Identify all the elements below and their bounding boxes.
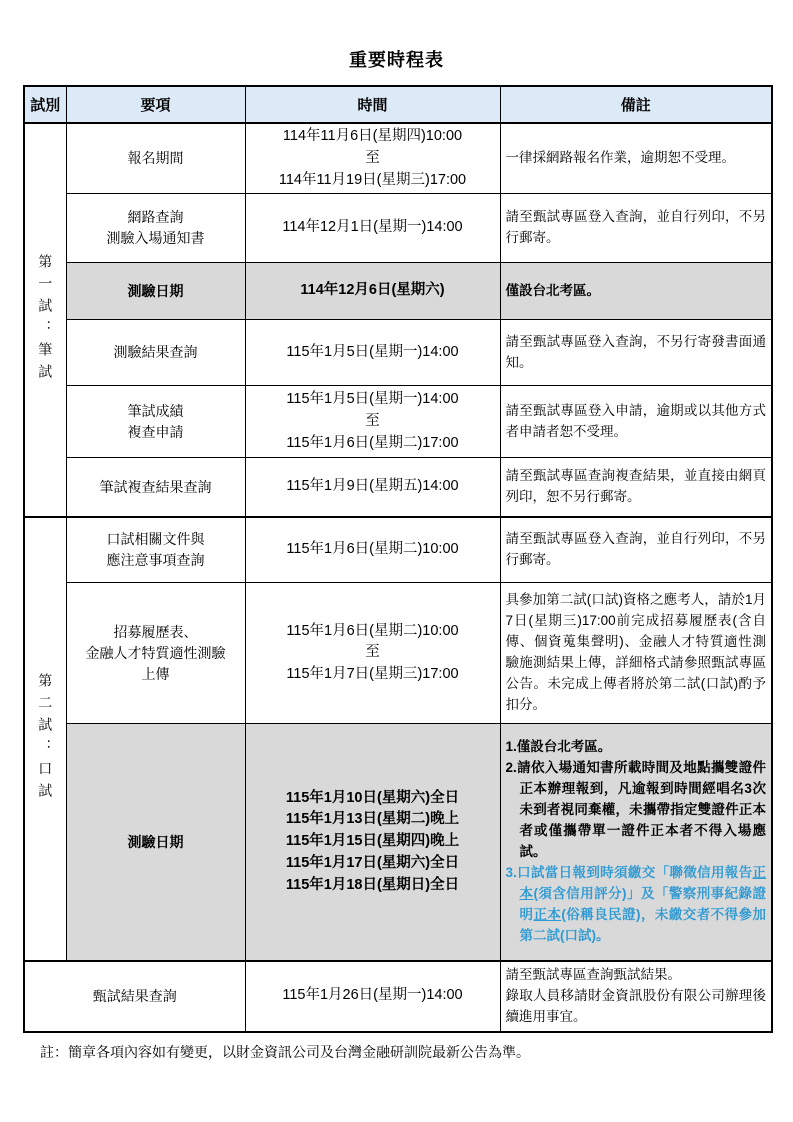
text-line: 招募履歷表、	[113, 623, 198, 640]
text-line: 115年1月26日(星期一)14:00	[282, 987, 463, 1004]
cell-time	[245, 961, 500, 1032]
note-text: 具參加第二試(口試)資格之應考人，請於1月7日(星期三)17:00前完成招募履歷表(含自傳、個資蒐集聲明)、金融人才特質適性測驗施測結果上傳，詳細格式請參照甄試專區公告。未完成上傳者將於第二試(口試)酌予扣分。	[505, 592, 766, 713]
cell-note	[500, 583, 772, 724]
text-line: 115年1月13日(星期二)晚上	[285, 811, 460, 828]
table-row	[24, 263, 772, 320]
cell-item	[66, 320, 245, 386]
note-text: 請至甄試專區登入查詢，並自行列印，不另行郵寄。	[505, 209, 766, 246]
table-row	[24, 194, 772, 263]
schedule-table-body	[24, 123, 772, 1032]
text-line: 至	[365, 644, 380, 661]
cell-time	[245, 123, 500, 194]
cell-note	[500, 123, 772, 194]
cell-note	[500, 961, 772, 1032]
note-text: 一律採網路報名作業，逾期恕不受理。	[505, 150, 735, 166]
table-row	[24, 517, 772, 583]
note-text: 僅設台北考區。	[505, 282, 600, 298]
note-text: 請至甄試專區登入查詢，不另行寄發書面通知。	[505, 333, 766, 370]
header-cell-exam-type: 試別	[24, 86, 66, 123]
cell-time	[245, 458, 500, 517]
text-line: 報名期間	[127, 150, 184, 167]
text-line: 網路查詢	[127, 209, 184, 226]
text-line: 114年11月19日(星期三)17:00	[278, 171, 467, 188]
text-line: 115年1月6日(星期二)17:00	[286, 434, 459, 451]
cell-item	[66, 386, 245, 458]
text-line: 115年1月6日(星期二)10:00	[286, 541, 459, 558]
note-segment: 1.僅設台北考區。	[505, 739, 612, 755]
section-label-text: 第一試：筆試	[37, 253, 54, 386]
cell-item	[66, 263, 245, 320]
text-line: 114年12月6日(星期六)	[300, 282, 445, 299]
cell-time	[245, 724, 500, 961]
table-row-final	[24, 961, 772, 1032]
note-text: 請至甄試專區登入查詢，並自行列印，不另行郵寄。	[505, 531, 766, 567]
cell-item	[66, 724, 245, 961]
cell-note	[500, 194, 772, 263]
header-cell-time: 時間	[245, 86, 500, 123]
text-line: 口試相關文件與	[106, 531, 205, 547]
cell-item	[66, 194, 245, 263]
text-line: 115年1月6日(星期二)10:00	[286, 622, 459, 639]
table-row	[24, 123, 772, 194]
text-line: 115年1月9日(星期五)14:00	[286, 478, 459, 495]
text-line: 114年12月1日(星期一)14:00	[282, 219, 463, 236]
note-segment: 3.口試當日報到時須繳交「聯徵信用報告	[505, 864, 753, 880]
cell-item	[66, 458, 245, 517]
cell-note	[500, 517, 772, 583]
note-segment: (俗稱良民證)，未繳交者不得參加第二試(口試)。	[519, 906, 767, 943]
text-line: 筆試複查結果查詢	[99, 478, 212, 495]
table-row	[24, 724, 772, 961]
note-segment: 2.請依入場通知書所載時間及地點攜雙證件正本辦理報到，凡逾報到時間經唱名3次未到者視同棄權，未攜帶指定雙證件正本者或僅攜帶單一證件正本者不得入場應試。	[505, 760, 766, 859]
table-row	[24, 458, 772, 517]
section-label-1	[24, 123, 66, 517]
text-line: 115年1月7日(星期三)17:00	[286, 666, 459, 683]
cell-note	[500, 263, 772, 320]
note-text: 請至甄試專區查詢複查結果，並直接由網頁列印，恕不另行郵寄。	[505, 468, 766, 504]
text-line: 上傳	[141, 665, 170, 682]
footnote: 註：簡章各項內容如有變更，以財金資訊公司及台灣金融研訓院最新公告為準。	[40, 1043, 530, 1060]
note-text: 請至甄試專區查詢甄試結果。	[505, 966, 681, 982]
text-line: 115年1月15日(星期四)晚上	[285, 833, 460, 850]
cell-item	[66, 123, 245, 194]
cell-time	[245, 320, 500, 386]
cell-item	[66, 583, 245, 724]
table-row	[24, 583, 772, 724]
table-row	[24, 386, 772, 458]
section-label-text: 第二試：口試	[37, 672, 54, 805]
text-line: 至	[365, 412, 380, 429]
text-line: 複查申請	[127, 423, 184, 440]
underlined-text: 正本	[533, 906, 562, 922]
note-text: 錄取人員移請財金資訊股份有限公司辦理後續進用事宜。	[505, 987, 766, 1024]
cell-note	[500, 458, 772, 517]
schedule-table	[23, 85, 773, 1033]
text-line: 至	[365, 149, 380, 166]
cell-note	[500, 320, 772, 386]
page-title: 重要時程表	[349, 50, 444, 70]
underlined-text: 正本	[519, 864, 766, 901]
text-line: 115年1月17日(星期六)全日	[285, 854, 460, 871]
header-cell-note: 備註	[500, 86, 772, 123]
text-line: 115年1月5日(星期一)14:00	[286, 391, 459, 408]
header-row	[24, 86, 772, 123]
cell-note	[500, 724, 772, 961]
note-text: 請至甄試專區登入申請，逾期或以其他方式者申請者恕不受理。	[505, 402, 766, 439]
cell-time	[245, 386, 500, 458]
cell-item-merged: 甄試結果查詢	[24, 961, 245, 1032]
cell-time	[245, 517, 500, 583]
cell-time	[245, 194, 500, 263]
text-line: 測驗結果查詢	[113, 344, 198, 361]
text-line: 測驗入場通知書	[106, 230, 205, 247]
text-line: 114年11月6日(星期四)10:00	[282, 128, 463, 144]
text-line: 115年1月10日(星期六)全日	[285, 789, 460, 806]
cell-item	[66, 517, 245, 583]
header-cell-item: 要項	[66, 86, 245, 123]
text-line: 115年1月5日(星期一)14:00	[286, 343, 459, 360]
cell-note	[500, 386, 772, 458]
text-line: 115年1月18日(星期日)全日	[285, 876, 460, 893]
note-item-highlighted	[506, 863, 767, 947]
text-line: 測驗日期	[127, 833, 184, 850]
cell-time	[245, 263, 500, 320]
section-label-2	[24, 517, 66, 961]
cell-time	[245, 583, 500, 724]
note-segment: (須含信用評分)」及「警察刑事紀錄證明	[519, 885, 766, 922]
text-line: 金融人才特質適性測驗	[85, 644, 226, 661]
text-line: 應注意事項查詢	[106, 552, 205, 568]
text-line: 測驗日期	[127, 282, 184, 299]
note-item	[506, 737, 767, 758]
table-row	[24, 320, 772, 386]
note-item	[506, 758, 767, 863]
text-line: 筆試成績	[127, 402, 184, 419]
